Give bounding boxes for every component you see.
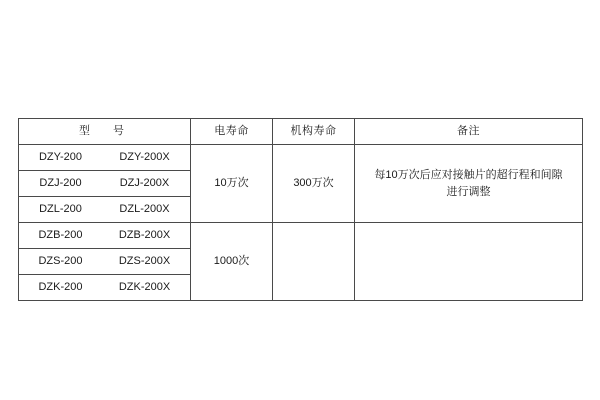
model-code-variant: DZL-200X [119,203,170,216]
model-code-variant: DZK-200X [118,281,171,294]
mechanical-life-empty [273,223,355,301]
model-cell [19,171,191,197]
model-code-variant: DZJ-200X [119,177,170,190]
model-code-primary: DZB-200 [38,229,83,242]
header-remarks: 备注 [355,119,583,145]
remarks-line-2: 进行调整 [446,185,491,198]
model-code-variant: DZY-200X [119,151,170,164]
model-code-primary: DZJ-200 [39,177,82,190]
remarks-cell [355,145,583,223]
header-model: 型 号 [19,119,191,145]
model-cell [19,249,191,275]
model-cell [19,223,191,249]
header-electrical-life: 电寿命 [191,119,273,145]
model-code-variant: DZS-200X [118,255,171,268]
table-row [19,223,583,249]
table-row [19,145,583,171]
spec-table-container [18,118,582,301]
model-code-primary: DZS-200 [38,255,83,268]
model-code-variant: DZB-200X [118,229,171,242]
remarks-empty [355,223,583,301]
model-code-primary: DZL-200 [39,203,82,216]
header-mechanical-life: 机构寿命 [273,119,355,145]
mechanical-life-group-1: 300万次 [273,145,355,223]
specification-table [18,118,583,301]
model-code-primary: DZY-200 [38,151,82,164]
electrical-life-group-1: 10万次 [191,145,273,223]
model-cell [19,145,191,171]
model-code-primary: DZK-200 [38,281,83,294]
model-cell [19,275,191,301]
electrical-life-group-2: 1000次 [191,223,273,301]
model-cell [19,197,191,223]
table-header-row [19,119,583,145]
remarks-line-1: 每10万次后应对接触片的超行程和间隙 [374,169,563,181]
